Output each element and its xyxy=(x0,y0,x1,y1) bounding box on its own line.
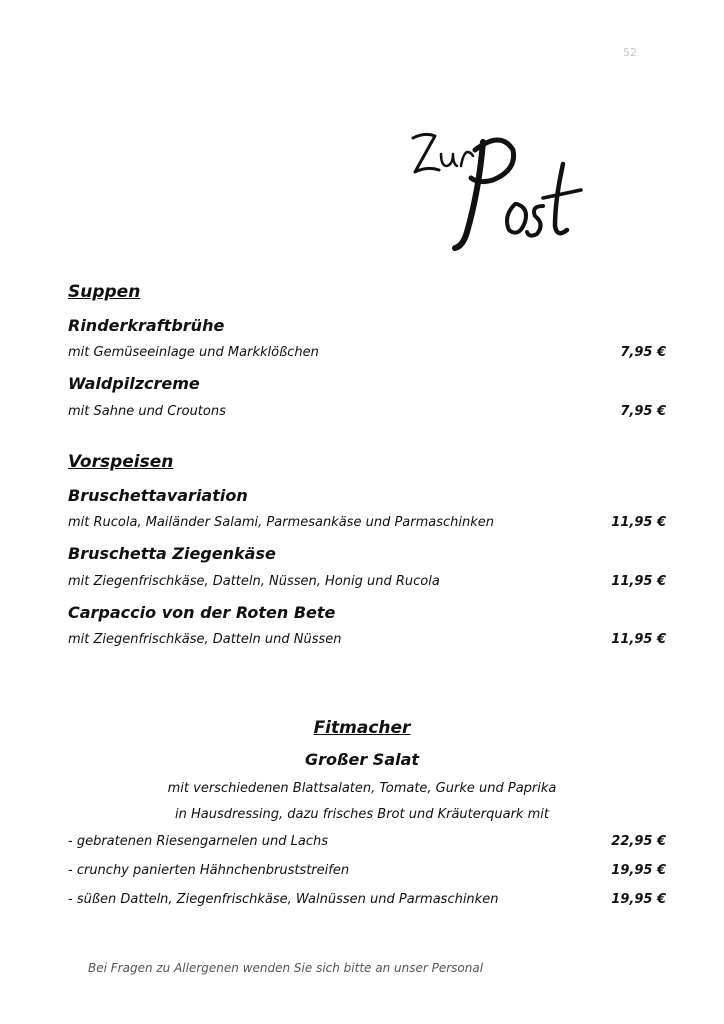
salad-option-price: 22,95 € xyxy=(611,834,666,849)
dish-name: Bruschettavariation xyxy=(68,486,248,505)
salad-option-price: 19,95 € xyxy=(611,892,666,907)
salad-option-price: 19,95 € xyxy=(611,863,666,878)
dish-description: mit Sahne und Croutons xyxy=(68,404,226,419)
dish-description-line: mit verschiedenen Blattsalaten, Tomate, Gurke und Paprika xyxy=(167,781,557,796)
dish-price: 11,95 € xyxy=(611,515,666,530)
section-title-fitmacher: Fitmacher xyxy=(313,718,411,738)
dish-description: mit Rucola, Mailänder Salami, Parmesankäse und Parmaschinken xyxy=(68,515,495,530)
dish-price: 7,95 € xyxy=(620,404,666,419)
section-title-vorspeisen: Vorspeisen xyxy=(68,452,174,472)
dish-name: Großer Salat xyxy=(304,750,420,769)
allergen-notice: Bei Fragen zu Allergenen wenden Sie sich bitte an unser Personal xyxy=(88,961,484,975)
dish-price: 11,95 € xyxy=(611,574,666,589)
salad-option: - gebratenen Riesengarnelen und Lachs xyxy=(68,834,329,849)
dish-name: Bruschetta Ziegenkäse xyxy=(68,544,276,563)
page-number: 52 xyxy=(623,46,637,59)
salad-option: - crunchy panierten Hähnchenbruststreifen xyxy=(68,863,350,878)
dish-price: 11,95 € xyxy=(611,632,666,647)
dish-description: mit Ziegenfrischkäse, Datteln und Nüssen xyxy=(68,632,342,647)
dish-name: Waldpilzcreme xyxy=(68,374,200,393)
dish-name: Carpaccio von der Roten Bete xyxy=(68,603,336,622)
dish-price: 7,95 € xyxy=(620,345,666,360)
dish-description: mit Ziegenfrischkäse, Datteln, Nüssen, Honig und Rucola xyxy=(68,574,440,589)
dish-name: Rinderkraftbrühe xyxy=(68,316,225,335)
dish-description-line: in Hausdressing, dazu frisches Brot und Kräuterquark mit xyxy=(175,807,549,822)
salad-option: - süßen Datteln, Ziegenfrischkäse, Walnüssen und Parmaschinken xyxy=(68,892,499,907)
section-title-suppen: Suppen xyxy=(68,282,141,302)
dish-description: mit Gemüseeinlage und Markklößchen xyxy=(68,345,319,360)
zur-post-logo xyxy=(405,120,585,260)
